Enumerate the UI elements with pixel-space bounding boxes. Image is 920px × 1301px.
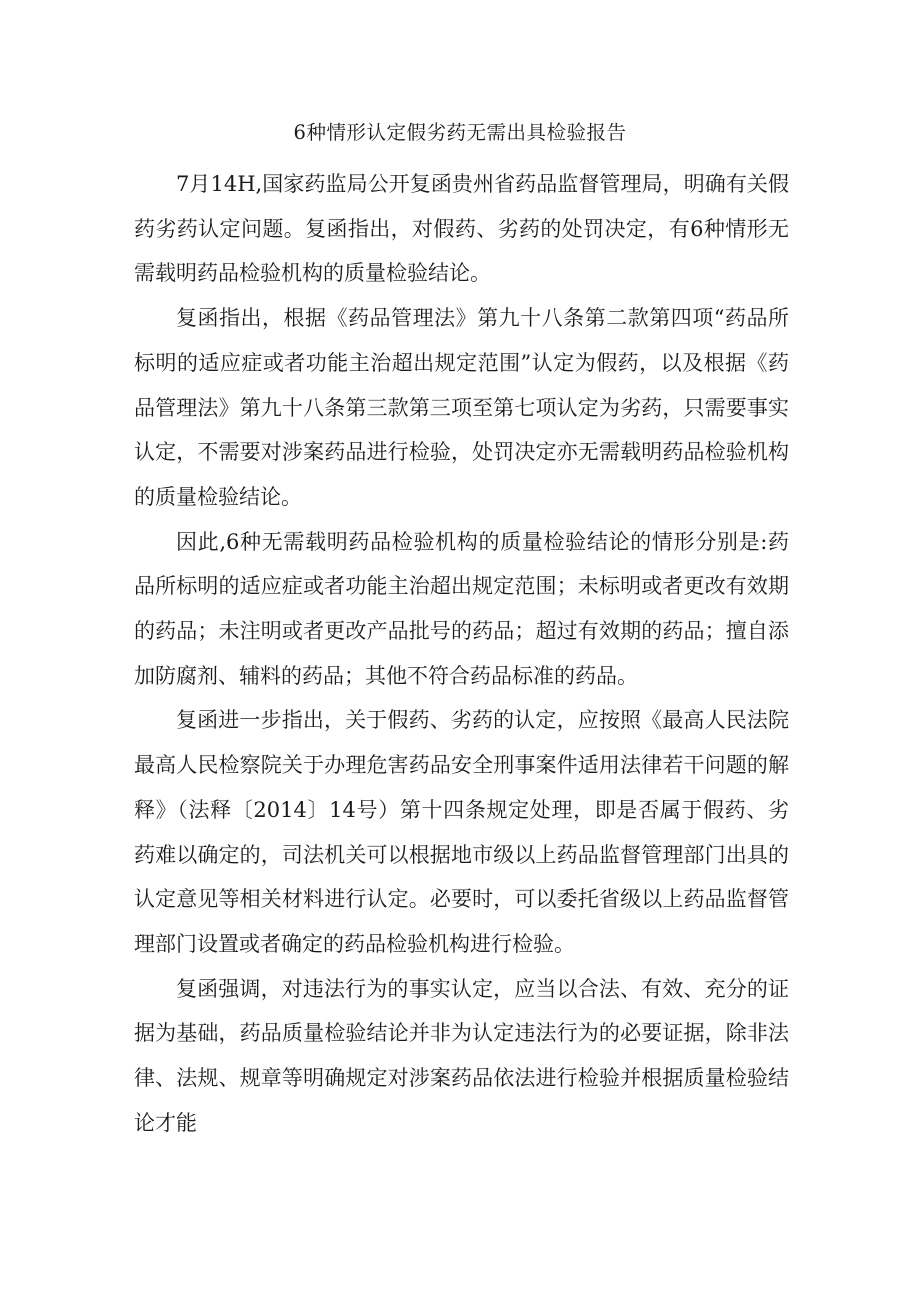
paragraph-5: 复函强调，对违法行为的事实认定，应当以合法、有效、充分的证据为基础，药品质量检验结论并非为认定违法行为的必要证据，除非法律、法规、规章等明确规定对涉案药品依法进行检验并根据质量检验结论才能 [134,976,789,1135]
document-title: 6种情形认定假劣药无需出具检验报告 [293,121,627,144]
paragraph-3: 因此,6种无需载明药品检验机构的质量检验结论的情形分别是:药品所标明的适应症或者功能主治超出规定范围；未标明或者更改有效期的药品；未注明或者更改产品批号的药品；超过有效期的药品；擅自添加防腐剂、辅料的药品；其他不符合药品标准的药品。 [134,529,789,688]
document-body [134,162,789,1145]
paragraph-1: 7月14H,国家药监局公开复函贵州省药品监督管理局，明确有关假药劣药认定问题。复函指出，对假药、劣药的处罚决定，有6种情形无需载明药品检验机构的质量检验结论。 [134,172,789,286]
paragraph-4: 复函进一步指出，关于假药、劣药的认定，应按照《最高人民法院最高人民检察院关于办理危害药品安全刑事案件适用法律若干问题的解释》（法释〔2014〕14号）第十四条规定处理，即是否属于假药、劣药难以确定的，司法机关可以根据地市级以上药品监督管理部门出具的认定意见等相关材料进行认定。必要时，可以委托省级以上药品监督管理部门设置或者确定的药品检验机构进行检验。 [134,708,789,956]
paragraph-2: 复函指出，根据《药品管理法》第九十八条第二款第四项“药品所标明的适应症或者功能主治超出规定范围”认定为假药，以及根据《药品管理法》第九十八条第三款第三项至第七项认定为劣药，只需要事实认定，不需要对涉案药品进行检验，处罚决定亦无需载明药品检验机构的质量检验结论。 [134,306,789,509]
